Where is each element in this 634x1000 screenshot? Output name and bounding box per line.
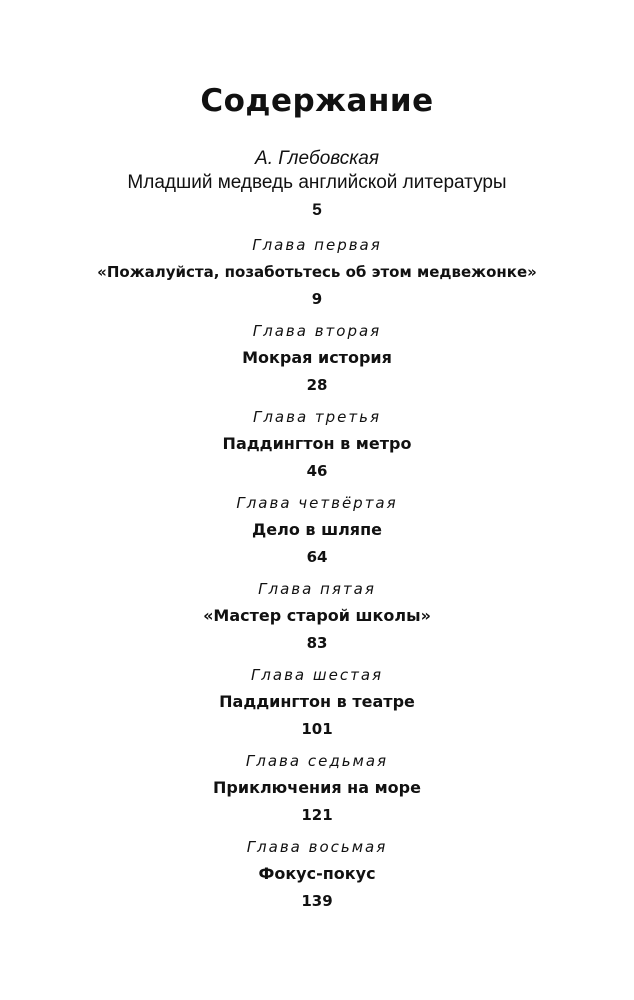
chapter-entry-4 [0,493,634,573]
chapter-entry-5 [0,579,634,659]
chapter-entry-8 [0,837,634,917]
chapter-page-number: 9 [311,290,323,308]
chapter-label: Глава пятая [258,580,376,598]
chapter-title: Фокус-покус [258,864,376,883]
chapter-title: Дело в шляпе [252,520,382,539]
chapter-entry-2 [0,321,634,401]
page-title: Содержание [200,83,434,119]
chapter-title: «Мастер старой школы» [203,606,431,625]
chapter-page-number: 101 [301,720,333,738]
chapter-label: Глава третья [252,408,382,426]
chapter-entry-1 [0,235,634,315]
chapter-label: Глава четвёртая [236,494,398,512]
chapter-label: Глава восьмая [246,838,388,856]
chapter-title: Паддингтон в метро [222,434,412,453]
intro-title: Младший медведь английской литературы [127,172,507,193]
chapter-title: Приключения на море [213,778,421,797]
chapter-page-number: 28 [306,376,328,394]
chapter-page-number: 139 [301,892,333,910]
intro-author: А. Глебовская [255,148,379,169]
chapter-title: Паддингтон в театре [219,692,415,711]
chapter-page-number: 121 [301,806,333,824]
chapter-entry-7 [0,751,634,831]
chapter-label: Глава шестая [250,666,384,684]
chapter-label: Глава первая [252,236,382,254]
chapter-label: Глава вторая [252,322,382,340]
chapter-title: Мокрая история [242,348,392,367]
chapter-entry-6 [0,665,634,745]
chapter-page-number: 64 [306,548,328,566]
chapter-page-number: 46 [306,462,328,480]
chapter-page-number: 83 [306,634,328,652]
chapter-entry-3 [0,407,634,487]
intro-page-number: 5 [312,200,322,219]
chapter-title: «Пожалуйста, позаботьтесь об этом медвежонке» [97,263,537,281]
chapter-label: Глава седьмая [245,752,389,770]
